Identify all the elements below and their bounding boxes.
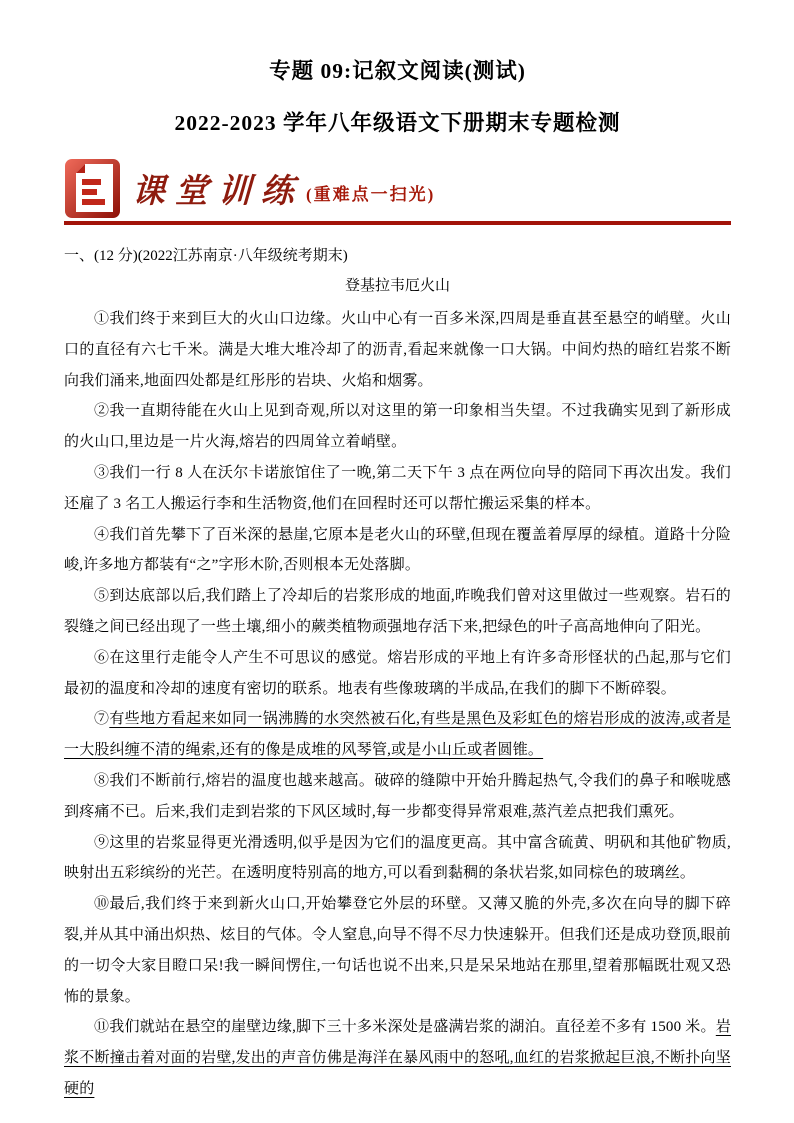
passage-paragraph (64, 889, 731, 1012)
underlined-text: 有些地方看起来如同一锅沸腾的水突然被石化,有些是黑色及彩虹色的熔岩形成的波涛,或者是一大股纠缠不清的绳索,还有的像是成堆的风琴管,或是小山丘或者圆锥。 (64, 711, 731, 759)
doc-title-line2: 2022-2023 学年八年级语文下册期末专题检测 (174, 111, 621, 135)
passage-paragraph (64, 458, 731, 520)
text-run: ⑪我们就站在悬空的崖壁边缘,脚下三十多米深处是盛满岩浆的湖泊。直径差不多有 1500 米。 (94, 1019, 716, 1036)
passage-paragraph (64, 643, 731, 705)
passage-paragraph (64, 766, 731, 828)
text-run: ⑧我们不断前行,熔岩的温度也越来越高。破碎的缝隙中开始升腾起热气,令我们的鼻子和喉咙感到疼痛不已。后来,我们走到岩浆的下风区域时,每一步都变得异常艰难,蒸汽差点把我们熏死。 (64, 772, 731, 820)
text-run: ⑨这里的岩浆显得更光滑透明,似乎是因为它们的温度更高。其中富含硫黄、明矾和其他矿物质,映射出五彩缤纷的光芒。在透明度特别高的地方,可以看到黏稠的条状岩浆,如同棕色的玻璃丝。 (64, 834, 731, 882)
passage-paragraph (64, 1012, 731, 1104)
passage-body (64, 304, 731, 1105)
section-banner (64, 157, 731, 225)
text-run: ①我们终于来到巨大的火山口边缘。火山中心有一百多米深,四周是垂直甚至悬空的峭壁。火山口的直径有六七千米。满是大堆大堆冷却了的沥青,看起来就像一口大锅。中间灼热的暗红岩浆不断向我们涌来,地面四处都是红彤彤的岩块、火焰和烟雾。 (64, 311, 731, 389)
passage-paragraph (64, 304, 731, 396)
text-run: ⑥在这里行走能令人产生不可思议的感觉。熔岩形成的平地上有许多奇形怪状的凸起,那与它们最初的温度和冷却的速度有密切的联系。地表有些像玻璃的半成品,在我们的脚下不断碎裂。 (64, 649, 731, 697)
text-run: ⑤到达底部以后,我们踏上了冷却后的岩浆形成的地面,昨晚我们曾对这里做过一些观察。岩石的裂缝之间已经出现了一些土壤,细小的蕨类植物顽强地存活下来,把绿色的叶子高高地伸向了阳光。 (64, 588, 731, 635)
underlined-text: 岩浆不断撞击着对面的岩壁,发出的声音仿佛是海洋在暴风雨中的怒吼,血红的岩浆掀起巨浪,不断扑向坚硬的 (64, 1019, 731, 1097)
passage-paragraph (64, 520, 731, 582)
banner-subtitle: (重难点一扫光) (306, 184, 436, 204)
text-run: ④我们首先攀下了百米深的悬崖,它原本是老火山的环壁,但现在覆盖着厚厚的绿植。道路十分险峻,许多地方都装有“之”字形木阶,否则根本无处落脚。 (64, 526, 731, 574)
passage-paragraph (64, 396, 731, 458)
text-run: ⑦ (94, 711, 110, 728)
passage-paragraph (64, 581, 731, 643)
banner-title: 课堂训练 (131, 173, 305, 210)
doc-title-line1: 专题 09:记叙文阅读(测试) (269, 59, 526, 83)
document-icon (64, 157, 122, 219)
text-run: ③我们一行 8 人在沃尔卡诺旅馆住了一晚,第二天下午 3 点在两位向导的陪同下再次出发。我们还雇了 3 名工人搬运行李和生活物资,他们在回程时还可以帮忙搬运采集的样本。 (64, 464, 731, 512)
passage-title: 登基拉韦厄火山 (344, 278, 450, 294)
question-heading: 一、(12 分)(2022江苏南京·八年级统考期末) (64, 248, 348, 264)
text-run: ⑩最后,我们终于来到新火山口,开始攀登它外层的环壁。又薄又脆的外壳,多次在向导的脚下碎裂,并从其中涌出炽热、炫目的气体。令人窒息,向导不得不尽力快速躲开。但我们还是成功登顶,眼前的一切令大家目瞪口呆!我一瞬间愣住,一句话也说不出来,只是呆呆地站在那里,望着那幅既壮观又恐怖的景象。 (64, 896, 731, 1005)
passage-paragraph (64, 828, 731, 890)
text-run: ②我一直期待能在火山上见到奇观,所以对这里的第一印象相当失望。不过我确实见到了新形成的火山口,里边是一片火海,熔岩的四周耸立着峭壁。 (64, 403, 731, 451)
passage-paragraph (64, 704, 731, 766)
